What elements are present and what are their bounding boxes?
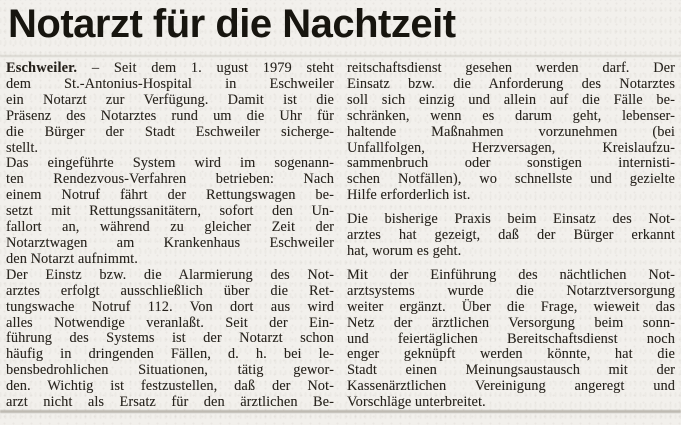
article-line: und feiertäglichen Bereitschaftsdienst noch: [347, 330, 675, 347]
article-line: die Bürger der Stadt Eschweiler sicherge-: [6, 123, 334, 140]
paragraph: [6, 156, 334, 267]
article-line-text: – Seit dem 1. ugust 1979 steht: [91, 60, 334, 76]
article-line: fallort an, während zu gleicher Zeit der: [6, 219, 334, 236]
article-line: soll sich einzig und allein auf die Fälle be-: [347, 91, 675, 108]
article-line: Der Einstz bzw. die Alarmierung des Not-: [6, 266, 334, 283]
article-line: Notarztwagen am Krankenhaus Eschweiler: [6, 234, 334, 251]
article-line: Hilfe erforderlich ist.: [347, 187, 471, 204]
article-line: dem St.-Antonius-Hospital in Eschweiler: [6, 75, 334, 92]
article-line: enger geknüpft werden könnte, hat die: [347, 346, 675, 363]
headline-rule: [0, 55, 681, 57]
article-line: weiter ergänzt. Über die Frage, wieweit das: [347, 298, 675, 315]
article-line: tungswache Notruf 112. Von dort aus wird: [6, 298, 334, 315]
article-line: Kassenärztlichen Vereinigung angeregt und: [347, 378, 675, 395]
paragraph: [347, 61, 675, 204]
article-line: ein Notarzt zur Verfügung. Damit ist die: [6, 91, 334, 108]
paragraph: [6, 61, 334, 156]
article-column-left: [6, 61, 334, 411]
dateline-lead: Eschweiler.: [6, 60, 78, 76]
article-line: führung des Systems ist der Notarzt schon: [6, 330, 334, 347]
article-line: den Notarzt aufnimmt.: [6, 250, 138, 267]
paragraph: [6, 268, 334, 411]
article-line: setzt mit Rettungssanitätern, sofort den Un-: [6, 203, 334, 220]
article-line: [6, 61, 334, 77]
article-line: häufig in dringenden Fällen, d. h. bei le-: [6, 346, 334, 363]
article-line: haltende Maßnahmen vorzunehmen (bei: [347, 123, 675, 140]
article-line: alles Notwendige veranlaßt. Seit der Ein-: [6, 314, 334, 331]
paragraph: [347, 212, 675, 260]
article-line: Vorschläge unterbreitet.: [347, 394, 486, 411]
article-line: ten Rendezvous-Verfahren betrieben: Nach: [6, 171, 334, 188]
article-line: hat, worum es geht.: [347, 242, 462, 259]
article-line: stellt.: [6, 139, 39, 156]
article-line: Einsatz bzw. die Anforderung des Notarztes: [347, 75, 675, 92]
article-body: [6, 61, 676, 411]
article-line: arztes hat gezeigt, daß der Bürger erkannt: [347, 227, 675, 244]
paragraph: [347, 268, 675, 411]
article-line: schen Notfällen), wo schnellste und gezielte: [347, 171, 675, 188]
article-line: arztsystems wurde die Notarztversorgung: [347, 282, 675, 299]
clipping-bottom-edge: [0, 410, 681, 413]
headline: Notarzt für die Nachtzeit: [8, 2, 456, 46]
article-line: den. Wichtig ist festzustellen, daß der Not-: [6, 378, 334, 395]
article-line: Die bisherige Praxis beim Einsatz des Not-: [347, 211, 675, 228]
article-line: Das eingeführte System wird im sogenann-: [6, 155, 334, 172]
article-line: Netz der ärztlichen Versorgung beim sonn-: [347, 314, 675, 331]
article-line: sammenbruch oder sonstigen internisti-: [347, 155, 675, 172]
article-line: reitschaftsdienst gesehen werden darf. Der: [347, 60, 675, 76]
article-line: schränken, wenn es darum geht, lebenser-: [347, 107, 675, 124]
article-line: arztes erfolgt ausschließlich über die Ret-: [6, 282, 334, 299]
article-line: Mit der Einführung des nächtlichen Not-: [347, 266, 675, 283]
article-line: arzt nicht als Ersatz für den ärztlichen Be-: [6, 394, 334, 411]
article-line: Präsenz des Notarztes rund um die Uhr für: [6, 107, 334, 124]
article-line: Unfallfolgen, Herzversagen, Kreislaufzu-: [347, 139, 675, 156]
article-line: einem Notruf fährt der Rettungswagen be-: [6, 187, 334, 204]
article-line: bensbedrohlichen Situationen, tätig gewor-: [6, 362, 334, 379]
article-column-right: [347, 61, 675, 411]
article-line: Stadt einen Meinungsaustausch mit der: [347, 362, 675, 379]
